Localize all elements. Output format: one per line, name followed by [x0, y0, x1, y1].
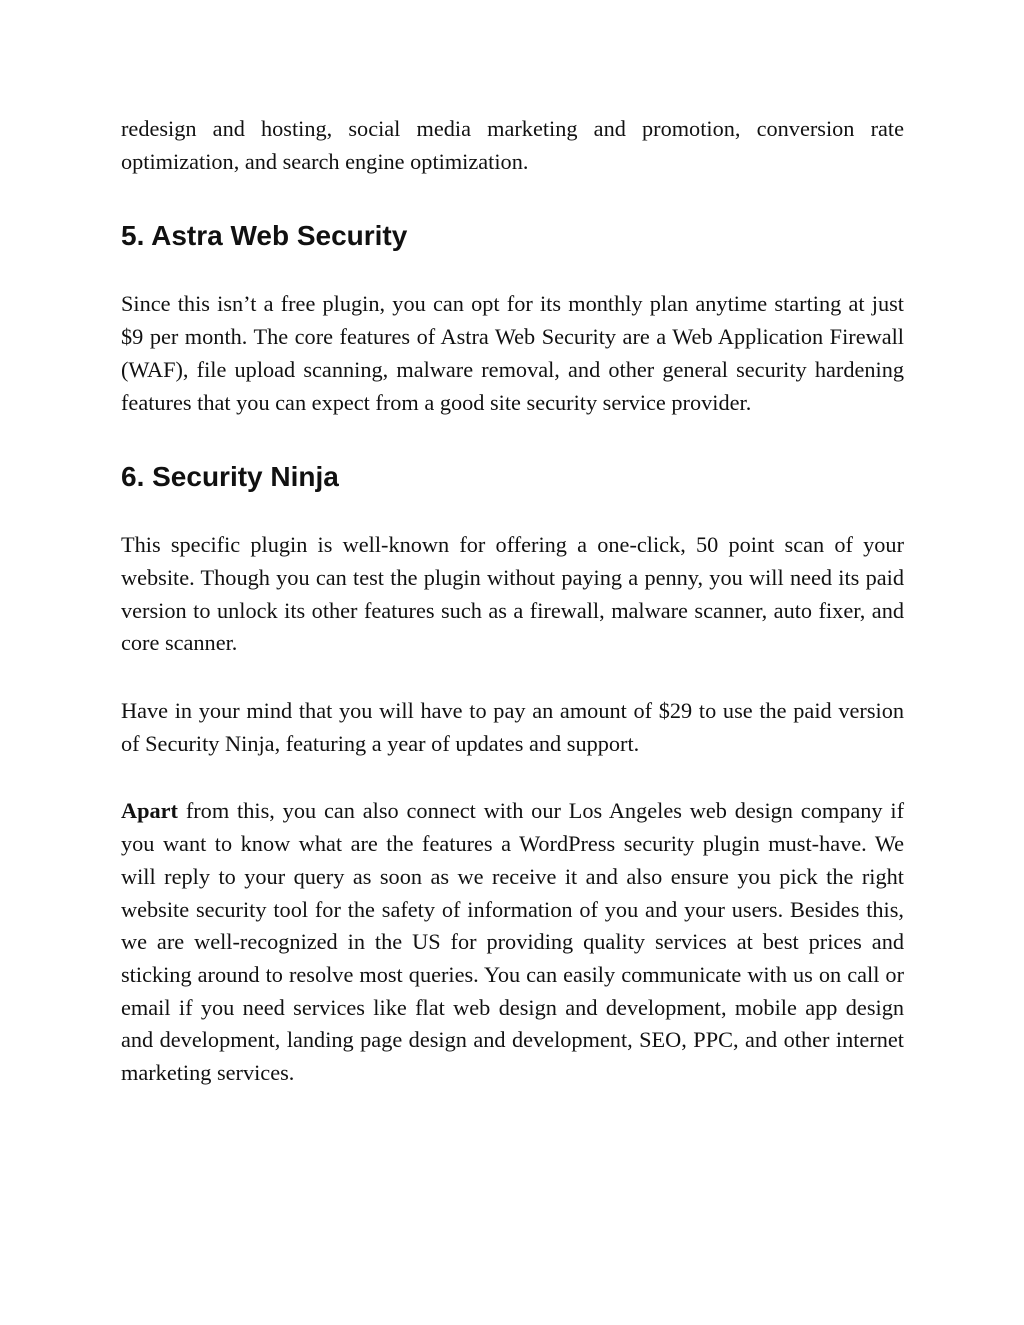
intro-paragraph: redesign and hosting, social media marketing and promotion, conversion rate optimization, and search engine optimization. — [121, 116, 904, 174]
closing-lead-word: Apart — [121, 798, 178, 824]
document-page — [121, 113, 904, 1090]
closing-paragraph — [121, 795, 904, 1089]
security-ninja-pricing-paragraph: Have in your mind that you will have to pay an amount of $29 to use the paid version of Security Ninja, featuring a year of updates and support. — [121, 698, 904, 756]
section-heading-astra-web-security: 5. Astra Web Security — [121, 220, 408, 252]
closing-paragraph-text: from this, you can also connect with our Los Angeles web design company if you want to know what are the features a WordPress security plugin must-have. We will reply to your query as soon as we receive it and also ensure you pick the right website security tool for the safety of information of you and your users. Besides this, we are well-recognized in the US for providing quality services at best prices and sticking around to resolve most queries. You can easily communicate with us on call or email if you need services like flat web design and development, mobile app design and development, landing page design and development, SEO, PPC, and other internet marketing services. — [121, 798, 904, 1086]
section-heading-security-ninja: 6. Security Ninja — [121, 461, 339, 493]
astra-description-paragraph: Since this isn’t a free plugin, you can opt for its monthly plan anytime starting at just $9 per month. The core features of Astra Web Security are a Web Application Firewall (WAF), file upload scanning, malware removal, and other general security hardening features that you can expect from a good site security service provider. — [121, 291, 904, 415]
security-ninja-description-paragraph: This specific plugin is well-known for offering a one-click, 50 point scan of your website. Though you can test the plugin without paying a penny, you will need its paid version to unlock its other features such as a firewall, malware scanner, auto fixer, and core scanner. — [121, 532, 904, 656]
